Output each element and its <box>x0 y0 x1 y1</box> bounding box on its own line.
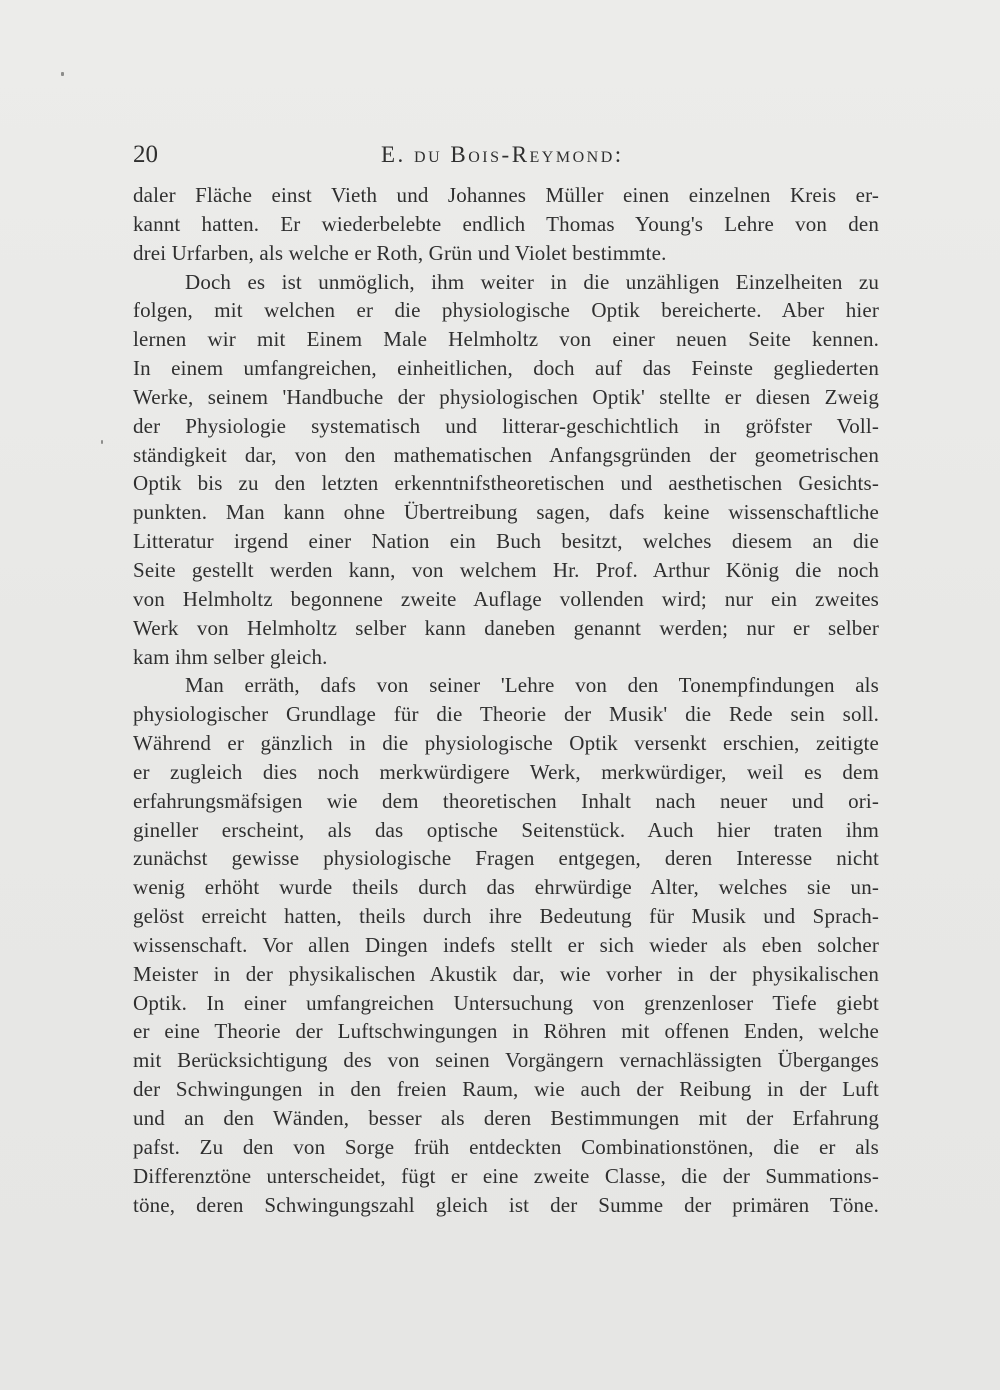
text-line: der Schwingungen in den freien Raum, wie auch der Reibung in der Luft <box>133 1077 879 1102</box>
text-line: kannt hatten. Er wiederbelebte endlich Thomas Young's Lehre von den <box>133 211 879 236</box>
text-line: töne, deren Schwingungszahl gleich ist der Summe der primären Töne. <box>133 1192 879 1217</box>
text-line: Optik. In einer umfangreichen Untersuchung von grenzenloser Tiefe giebt <box>133 990 879 1015</box>
text-line: gelöst erreicht hatten, theils durch ihre Bedeutung für Musik und Sprach- <box>133 904 879 929</box>
text-line: und an den Wänden, besser als deren Bestimmungen mit der Erfahrung <box>133 1106 879 1130</box>
text-line: Optik bis zu den letzten erkenntnifstheoretischen und aesthetischen Gesichts- <box>133 471 879 496</box>
text-line: ständigkeit dar, von den mathematischen Anfangsgründen der geometrischen <box>133 442 879 467</box>
text-line: punkten. Man kann ohne Übertreibung sagen, dafs keine wissenschaftliche <box>133 500 879 525</box>
text-line: pafst. Zu den von Sorge früh entdeckten Combinationstönen, die er als <box>133 1134 879 1159</box>
text-line: wenig erhöht wurde theils durch das ehrwürdige Alter, welches sie un- <box>133 875 879 900</box>
text-line: wissenschaft. Vor allen Dingen indefs stellt er sich wieder als eben solcher <box>133 932 879 957</box>
text-line: gineller erscheint, als das optische Seitenstück. Auch hier traten ihm <box>133 817 879 842</box>
text-line: von Helmholtz begonnene zweite Auflage vollenden wird; nur ein zweites <box>133 586 879 611</box>
text-line: Litteratur irgend einer Nation ein Buch besitzt, welches diesem an die <box>133 529 879 554</box>
text-line: daler Fläche einst Vieth und Johannes Müller einen einzelnen Kreis er- <box>133 183 879 207</box>
text-line: Doch es ist unmöglich, ihm weiter in die unzähligen Einzelheiten zu <box>185 269 879 294</box>
text-line: er zugleich dies noch merkwürdigere Werk, merkwürdiger, weil es dem <box>133 759 879 784</box>
page-number: 20 <box>133 141 158 168</box>
text-line: In einem umfangreichen, einheitlichen, doch auf das Feinste gegliederten <box>133 356 879 381</box>
text-line: kam ihm selber gleich. <box>133 644 328 669</box>
text-line: lernen wir mit Einem Male Helmholtz von einer neuen Seite kennen. <box>133 327 879 352</box>
text-line: der Physiologie systematisch und litterar-geschichtlich in gröfster Voll- <box>133 413 879 438</box>
page-header <box>133 140 879 174</box>
text-line: Meister in der physikalischen Akustik dar, wie vorher in der physikalischen <box>133 961 879 986</box>
margin-mark <box>101 440 103 444</box>
text-line: Während er gänzlich in die physiologische Optik versenkt erschien, zeitigte <box>133 731 879 756</box>
running-head: E. du Bois-Reymond: <box>381 142 624 167</box>
text-line: er eine Theorie der Luftschwingungen in Röhren mit offenen Enden, welche <box>133 1019 879 1044</box>
text-line: Differenztöne unterscheidet, fügt er eine zweite Classe, die der Summations- <box>133 1163 879 1188</box>
text-line: mit Berücksichtigung des von seinen Vorgängern vernachlässigten Überganges <box>133 1048 879 1073</box>
text-line: physiologischer Grundlage für die Theorie der Musik' die Rede sein soll. <box>133 702 879 727</box>
text-line: drei Urfarben, als welche er Roth, Grün und Violet bestimmte. <box>133 240 667 265</box>
text-line: Werke, seinem 'Handbuche der physiologischen Optik' stellte er diesen Zweig <box>133 384 879 409</box>
text-line: Man erräth, dafs von seiner 'Lehre von den Tonempfindungen als <box>185 673 879 698</box>
body-text <box>133 181 879 1219</box>
text-line: zunächst gewisse physiologische Fragen entgegen, deren Interesse nicht <box>133 846 879 871</box>
text-line: folgen, mit welchen er die physiologische Optik bereicherte. Aber hier <box>133 298 879 323</box>
text-line: Werk von Helmholtz selber kann daneben genannt werden; nur er selber <box>133 615 879 640</box>
margin-mark <box>61 72 64 76</box>
text-line: Seite gestellt werden kann, von welchem Hr. Prof. Arthur König die noch <box>133 557 879 582</box>
text-line: erfahrungsmäfsigen wie dem theoretischen Inhalt nach neuer und ori- <box>133 788 879 813</box>
